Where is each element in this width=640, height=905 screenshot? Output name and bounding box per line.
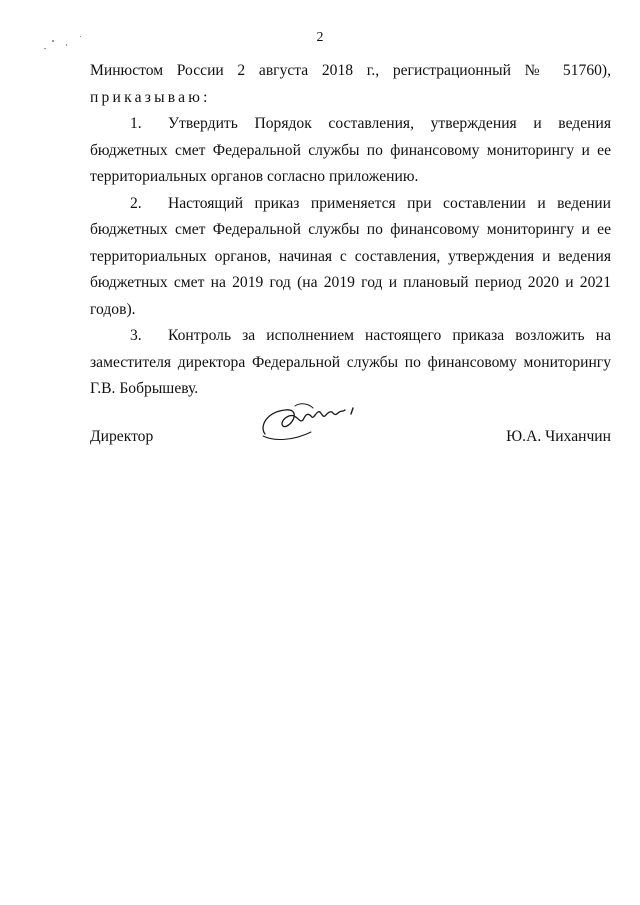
item-number: 1. <box>130 115 142 132</box>
item-number: 2. <box>130 194 142 212</box>
item-text: Настоящий приказ применяется при составлении и ведении бюджетных смет Федеральной службы по финансовому мониторингу и ее территориальных органов, начиная с составления, утверждения и ведения бюджетных смет на 2019 год (на 2019 год и плановый период 2020 и 2021 годов). <box>90 194 611 318</box>
scan-artifact <box>66 44 67 46</box>
order-line <box>90 85 611 112</box>
scan-artifact <box>44 48 46 49</box>
page-number: 2 <box>316 30 324 45</box>
item-text: Контроль за исполнением настоящего приказа возложить на заместителя директора Федеральной службы по финансовому мониторингу Г.В. Бобрышеву. <box>90 327 611 397</box>
list-item <box>90 191 611 324</box>
intro-line: Минюстом России 2 августа 2018 г., регистрационный № 51760), <box>90 62 611 79</box>
list-item <box>90 323 611 403</box>
signature-block <box>90 424 611 450</box>
document-body <box>90 58 611 403</box>
signatory-name: Ю.А. Чиханчин <box>506 428 611 445</box>
order-word: приказываю: <box>90 88 211 106</box>
list-item <box>90 111 611 191</box>
item-text: Утвердить Порядок составления, утверждения и ведения бюджетных смет Федеральной службы по финансовому мониторингу и ее территориальных органов согласно приложению. <box>90 115 611 185</box>
scan-artifact <box>80 36 81 37</box>
signatory-title: Директор <box>90 428 154 445</box>
scan-artifact <box>52 40 54 42</box>
item-number: 3. <box>130 327 142 344</box>
